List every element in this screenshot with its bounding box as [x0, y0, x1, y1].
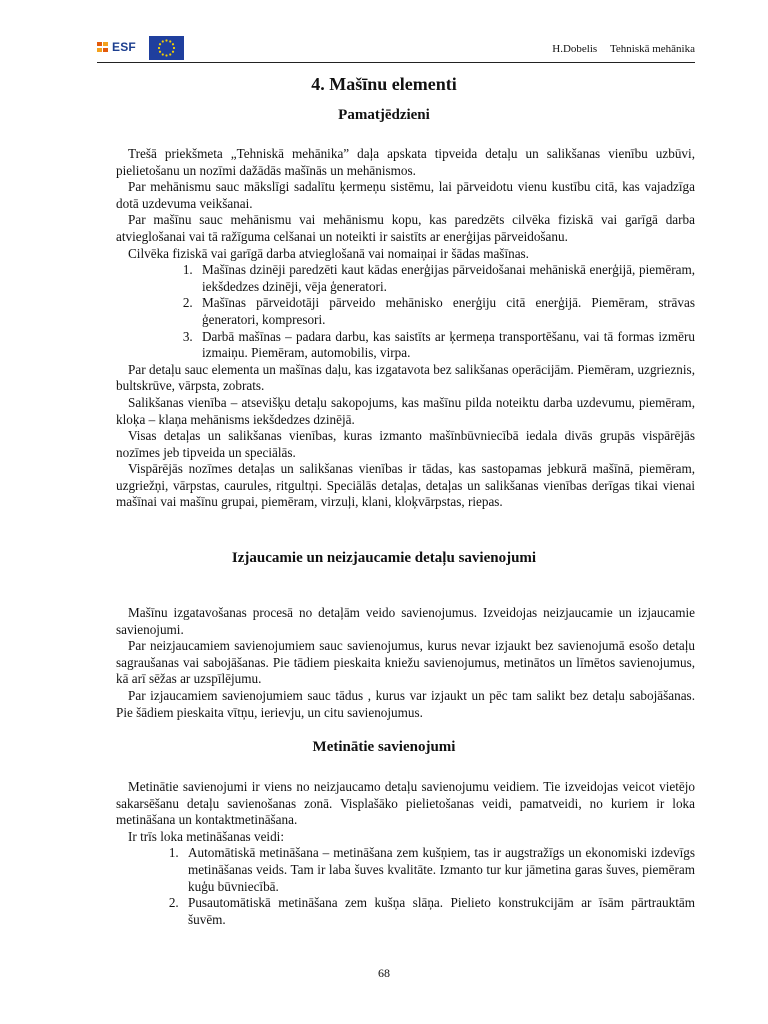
section-title-welded: Metinātie savienojumi	[312, 739, 456, 755]
page-header	[97, 36, 695, 62]
section-body-welded	[116, 779, 695, 928]
paragraph: Mašīnu izgatavošanas procesā no detaļām veido savienojumus. Izveidojas neizjaucamie un izjaucamie savienojumi.	[116, 605, 695, 637]
paragraph: Ir trīs loka metināšanas veidi:	[128, 828, 285, 844]
paragraph: Par mehānismu sauc mākslīgi sadalītu ķermeņu sistēmu, lai pārveidotu vienu kustību citā, kas vajadzīga dotā uzdevuma veikšanai.	[116, 179, 695, 211]
machine-types-list	[116, 262, 695, 362]
section-body-joints	[116, 605, 695, 721]
eu-flag-icon	[149, 36, 184, 60]
list-item: 3. Darbā mašīnas – padara darbu, kas saistīts ar ķermeņa transportēšanu, vai tā formas izmēru izmaiņu. Piemēram, automobilis, virpa.	[196, 329, 695, 362]
header-author: H.Dobelis	[552, 43, 598, 55]
section-title-joints: Izjaucamie un neizjaucamie detaļu savienojumi	[231, 550, 537, 566]
paragraph: Par detaļu sauc elementa un mašīnas daļu, kas izgatavota bez salikšanas operācijām. Piemēram, uzgrieznis, bultskrūve, vārpsta, zobrats.	[116, 361, 695, 394]
list-item: 2. Mašīnas pārveidotāji pārveido mehānisko enerģiju citā enerģijā. Piemēram, strāvas ģeneratori, kompresori.	[196, 295, 695, 328]
esf-logo-text: ESF	[112, 40, 136, 54]
list-item: 2. Pusautomātiskā metināšana zem kušņa slāņa. Pielieto konstrukcijām ar īsām pārtrauktām šuvēm.	[182, 895, 695, 928]
esf-logo	[97, 40, 136, 54]
page-number: 68	[378, 966, 390, 980]
paragraph: Visas detaļas un salikšanas vienības, kuras izmanto mašīnbūvniecībā iedala divās grupās vispārējās nozīmes jeb tipveida un speciālās.	[116, 428, 695, 460]
list-item: 1. Automātiskā metināšana – metināšana zem kušņiem, tas ir augstražīgs un ekonomiski izdevīgs metināšanas veids. Tam ir laba šuves kvalitāte. Izmanto tur kur jāmetina garas šuves, piemēram kuģu būvniecībā.	[182, 845, 695, 895]
section-body-basics	[116, 146, 695, 511]
paragraph: Salikšanas vienība – atsevišķu detaļu sakopojums, kas mašīnu pilda noteiktu darba uzdevumu, piemēram, kloķa – klaņa mehānisms iekšdedzes dzinējā.	[116, 394, 695, 427]
esf-logo-icon	[97, 42, 109, 53]
welding-types-list	[116, 845, 695, 928]
chapter-title: 4. Mašīnu elementi	[311, 74, 457, 94]
list-item: 1. Mašīnas dzinēji paredzēti kaut kādas enerģijas pārveidošanai mehāniskā enerģijā, piemēram, iekšdedzes dzinēji, vēja ģeneratori.	[196, 262, 695, 295]
paragraph: Metinātie savienojumi ir viens no neizjaucamo detaļu savienojumu veidiem. Tie izveidojas veicot vietējo sakarsēšanu detaļu savienošanas zonā. Visplašāko pielietošanas veidi, pamatveidi, no kuriem ir loka metināšana un kontaktmetināšana.	[116, 779, 695, 828]
paragraph: Par mašīnu sauc mehānismu vai mehānismu kopu, kas paredzēts cilvēka fiziskā vai garīgā darba atvieglošanai vai tā ražīguma celšanai un noteikti ir saistīts ar enerģijas pārveidošanu.	[116, 212, 695, 244]
header-divider	[97, 62, 695, 63]
paragraph: Par izjaucamiem savienojumiem sauc tādus , kurus var izjaukt un pēc tam salikt bez detaļu sabojāšanas. Pie šādiem pieskaita vītņu, ierievju, un citu savienojumus.	[116, 687, 695, 720]
paragraph: Cilvēka fiziskā vai garīgā darba atvieglošanā vai nomaiņai ir šādas mašīnas.	[128, 245, 529, 261]
paragraph: Par neizjaucamiem savienojumiem sauc savienojumus, kurus nevar izjaukt bez savienojumā esošo detaļu sagraušanas vai sabojāšanas. Pie tādiem pieskaita kniežu savienojumus, metinātos un līmētos savienojumus, kā arī sēžas ar uzspīlējumu.	[116, 638, 695, 687]
paragraph: Vispārējās nozīmes detaļas un salikšanas vienības ir tādas, kas sastopamas jebkurā mašīnā, piemēram, uzgriežņi, vārpstas, caurules, ritgultņi. Speciālās detaļas, detaļas un salikšanas vienības derīgas tikai vienai mašīnai vai mašīnu grupai, piemēram, virzuļi, klani, kloķvārpstas, riepas.	[116, 461, 695, 510]
header-book-title: Tehniskā mehānika	[609, 43, 695, 55]
header-info	[542, 43, 695, 55]
paragraph: Trešā priekšmeta „Tehniskā mehānika” daļa apskata tipveida detaļu un salikšanas vienību uzbūvi, pielietošanu un nozīmi dažādās mašīnās un mehānismos.	[116, 146, 695, 178]
section-title-basics: Pamatjēdzieni	[338, 107, 430, 123]
